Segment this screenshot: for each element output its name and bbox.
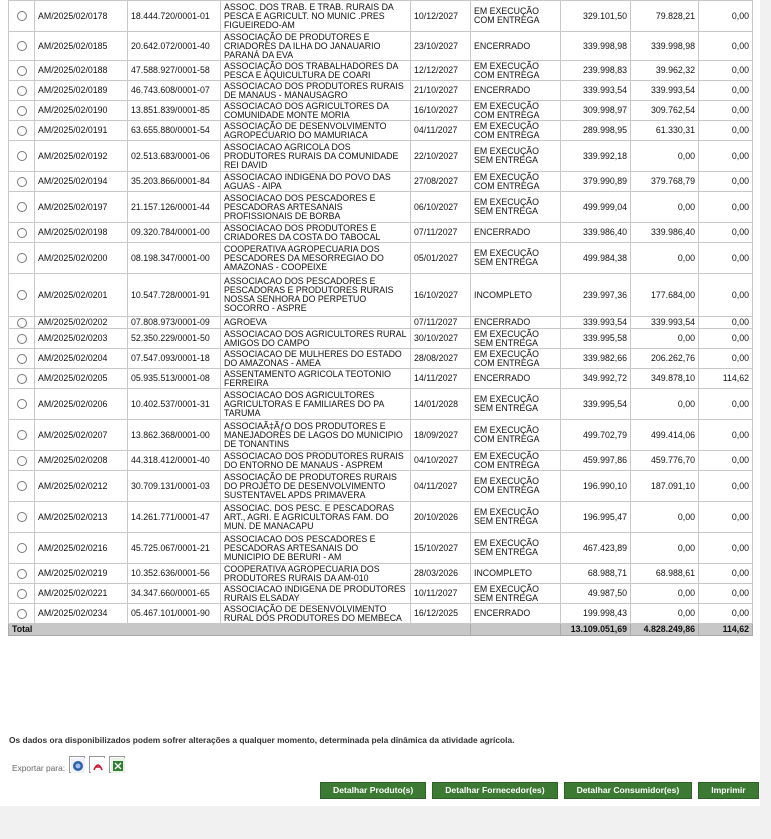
cell-value-paid: 339.993,54 [631,317,699,329]
cell-status: EM EXECUÇÃO COM ENTREGA [471,61,561,81]
cell-cnpj: 30.709.131/0001-03 [128,471,221,502]
cell-status: EM EXECUÇÃO SEM ENTREGA [471,141,561,172]
cell-entity-name: ASSOCIACAO INDIGENA DE PRODUTORES RURAIS ELSADAY [221,584,411,604]
cell-status: INCOMPLETO [471,274,561,317]
cell-value-paid: 0,00 [631,389,699,420]
cell-value-paid: 339.986,40 [631,223,699,243]
cell-project-code: AM/2025/02/0200 [35,243,128,274]
cell-value-balance: 0,00 [699,61,753,81]
cell-date: 16/12/2025 [411,604,471,624]
cell-cnpj: 52.350.229/0001-50 [128,329,221,349]
cell-project-code: AM/2025/02/0178 [35,1,128,32]
cell-value-balance: 0,00 [699,329,753,349]
table-row [9,533,753,564]
table-row [9,502,753,533]
cell-project-code: AM/2025/02/0201 [35,274,128,317]
cell-date: 05/01/2027 [411,243,471,274]
cell-status: INCOMPLETO [471,564,561,584]
cell-value-total: 339.995,54 [561,389,631,420]
cell-value-total: 339.986,40 [561,223,631,243]
cell-cnpj: 07.808.973/0001-09 [128,317,221,329]
cell-value-balance: 0,00 [699,584,753,604]
cell-status: EM EXECUÇÃO COM ENTREGA [471,101,561,121]
row-radio-button[interactable] [17,66,27,76]
cell-cnpj: 10.352.636/0001-56 [128,564,221,584]
cell-value-paid: 0,00 [631,604,699,624]
row-radio-button[interactable] [17,512,27,522]
table-row [9,192,753,223]
cell-value-total: 459.997,86 [561,451,631,471]
cell-value-paid: 339.993,54 [631,81,699,101]
cell-value-paid: 309.762,54 [631,101,699,121]
cell-value-total: 379.990,89 [561,172,631,192]
table-row [9,223,753,243]
cell-date: 16/10/2027 [411,274,471,317]
row-radio-button[interactable] [17,41,27,51]
cell-cnpj: 63.655.880/0001-54 [128,121,221,141]
row-radio-button[interactable] [17,354,27,364]
cell-project-code: AM/2025/02/0206 [35,389,128,420]
cell-date: 18/09/2027 [411,420,471,451]
cell-cnpj: 05.467.101/0001-90 [128,604,221,624]
cell-date: 14/11/2027 [411,369,471,389]
cell-cnpj: 21.157.126/0001-44 [128,192,221,223]
cell-entity-name: ASSOCIACAO DOS PESCADORES E PESCADORAS E PRODUTORES RURAIS NOSSA SENHORA DO PERPETUO SOCORRO - ASPRE [221,274,411,317]
cell-value-paid: 177.684,00 [631,274,699,317]
cell-value-total: 339.982,66 [561,349,631,369]
cell-value-balance: 0,00 [699,141,753,172]
cell-date: 10/12/2027 [411,1,471,32]
cell-status: EM EXECUÇÃO SEM ENTREGA [471,192,561,223]
cell-value-total: 239.997,36 [561,274,631,317]
row-select-cell [9,420,35,451]
row-select-cell [9,369,35,389]
cell-project-code: AM/2025/02/0190 [35,101,128,121]
cell-value-balance: 0,00 [699,192,753,223]
cell-cnpj: 35.203.866/0001-84 [128,172,221,192]
cell-value-total: 289.998,95 [561,121,631,141]
cell-value-paid: 39.962,32 [631,61,699,81]
cell-project-code: AM/2025/02/0192 [35,141,128,172]
cell-value-balance: 0,00 [699,172,753,192]
row-select-cell [9,349,35,369]
cell-value-balance: 0,00 [699,533,753,564]
cell-entity-name: ASSOCIACAO DOS PRODUTORES E CRIADORES DA COSTA DO TABOCAL [221,223,411,243]
cell-date: 28/03/2026 [411,564,471,584]
cell-value-total: 467.423,89 [561,533,631,564]
table-row [9,329,753,349]
cell-project-code: AM/2025/02/0212 [35,471,128,502]
cell-cnpj: 14.261.771/0001-47 [128,502,221,533]
row-radio-button[interactable] [17,456,27,466]
cell-project-code: AM/2025/02/0204 [35,349,128,369]
cell-value-paid: 0,00 [631,141,699,172]
row-select-cell [9,502,35,533]
table-row [9,101,753,121]
cell-value-total: 339.998,98 [561,32,631,61]
cell-date: 16/10/2027 [411,101,471,121]
table-row [9,32,753,61]
cell-value-paid: 187.091,10 [631,471,699,502]
row-radio-button[interactable] [17,126,27,136]
cell-entity-name: ASSOC. DOS TRAB. E TRAB. RURAIS DA PESCA E AGRICULT. NO MUNIC .PRES FIGUEIREDO-AM [221,1,411,32]
cell-date: 06/10/2027 [411,192,471,223]
cell-value-balance: 0,00 [699,1,753,32]
row-radio-button[interactable] [17,543,27,553]
table-row [9,389,753,420]
cell-value-balance: 0,00 [699,81,753,101]
cell-entity-name: ASSOCIACAO AGRICOLA DOS PRODUTORES RURAIS DA COMUNIDADE REI DAVID [221,141,411,172]
cell-project-code: AM/2025/02/0188 [35,61,128,81]
cell-project-code: AM/2025/02/0191 [35,121,128,141]
cell-status: ENCERRADO [471,369,561,389]
table-row [9,349,753,369]
cell-status: EM EXECUÇÃO SEM ENTREGA [471,243,561,274]
cell-value-paid: 0,00 [631,533,699,564]
cell-status: EM EXECUÇÃO COM ENTREGA [471,349,561,369]
cell-date: 15/10/2027 [411,533,471,564]
cell-value-balance: 0,00 [699,317,753,329]
cell-project-code: AM/2025/02/0185 [35,32,128,61]
cell-entity-name: ASSOCIAÃ‡ÃƒO DOS PRODUTORES E MANEJADORES DE LAGOS DO MUNICIPIO DE TONANTINS [221,420,411,451]
cell-status: ENCERRADO [471,317,561,329]
cell-date: 28/08/2027 [411,349,471,369]
cell-project-code: AM/2025/02/0234 [35,604,128,624]
table-row [9,604,753,624]
row-radio-button[interactable] [17,253,27,263]
pdf-export-icon[interactable] [89,756,105,773]
row-radio-button[interactable] [17,589,27,599]
cell-cnpj: 07.547.093/0001-18 [128,349,221,369]
row-select-cell [9,141,35,172]
detalhar-fornecedor-button[interactable]: Detalhar Fornecedor(es) [432,782,557,799]
cell-value-balance: 0,00 [699,420,753,451]
cell-value-balance: 0,00 [699,389,753,420]
cell-status: EM EXECUÇÃO SEM ENTREGA [471,533,561,564]
cell-project-code: AM/2025/02/0194 [35,172,128,192]
cell-entity-name: ASSOCIACAO DOS PRODUTORES RURAIS DO ENTORNO DE MANAUS - ASPREM [221,451,411,471]
cell-entity-name: ASSOCIACAO DOS PRODUTORES RURAIS DE MANAUS - MANAUSAGRO [221,81,411,101]
cell-entity-name: AGROEVA [221,317,411,329]
table-row [9,121,753,141]
disclaimer-text: Os dados ora disponibilizados podem sofrer alterações a qualquer momento, determinada pela dinâmica da atividade agrícola. [9,735,515,745]
row-select-cell [9,61,35,81]
cell-value-paid: 0,00 [631,502,699,533]
table-row [9,420,753,451]
table-row [9,274,753,317]
export-label: Exportar para: [12,763,66,773]
cell-value-paid: 349.878,10 [631,369,699,389]
total-spacer [471,624,561,636]
cell-cnpj: 45.725.067/0001-21 [128,533,221,564]
cell-date: 30/10/2027 [411,329,471,349]
cell-value-balance: 0,00 [699,451,753,471]
cell-entity-name: ASSOCIAÇÃO DOS TRABALHADORES DA PESCA E AQUICULTURA DE COARI [221,61,411,81]
cell-status: EM EXECUÇÃO COM ENTREGA [471,1,561,32]
cell-date: 07/11/2027 [411,317,471,329]
cell-status: EM EXECUÇÃO COM ENTREGA [471,471,561,502]
cell-value-total: 68.988,71 [561,564,631,584]
row-select-cell [9,329,35,349]
row-select-cell [9,317,35,329]
cell-status: EM EXECUÇÃO SEM ENTREGA [471,389,561,420]
results-table [8,0,753,636]
row-select-cell [9,471,35,502]
imprimir-button[interactable]: Imprimir [698,782,758,799]
row-radio-button[interactable] [17,290,27,300]
cell-status: EM EXECUÇÃO SEM ENTREGA [471,502,561,533]
row-select-cell [9,451,35,471]
row-radio-button[interactable] [17,399,27,409]
cell-project-code: AM/2025/02/0203 [35,329,128,349]
cell-value-total: 339.993,54 [561,81,631,101]
row-select-cell [9,389,35,420]
row-radio-button[interactable] [17,106,27,116]
cell-value-balance: 0,00 [699,604,753,624]
cell-cnpj: 13.862.368/0001-00 [128,420,221,451]
row-radio-button[interactable] [17,609,27,619]
table-row [9,81,753,101]
cell-cnpj: 05.935.513/0001-08 [128,369,221,389]
row-select-cell [9,32,35,61]
cell-cnpj: 13.851.839/0001-85 [128,101,221,121]
cell-cnpj: 46.743.608/0001-07 [128,81,221,101]
cell-cnpj: 10.547.728/0001-91 [128,274,221,317]
cell-cnpj: 02.513.683/0001-06 [128,141,221,172]
cell-entity-name: ASSOCIACAO DOS AGRICULTORES DA COMUNIDADE MONTE MORIA [221,101,411,121]
cell-entity-name: ASSOCIAÇÃO DE PRODUTORES RURAIS DO PROJETO DE DESENVOLVIMENTO SUSTENTAVEL APDS PRIMAVERA [221,471,411,502]
table-row [9,471,753,502]
cell-value-balance: 0,00 [699,243,753,274]
row-radio-button[interactable] [17,374,27,384]
row-select-cell [9,81,35,101]
cell-value-balance: 0,00 [699,349,753,369]
excel-export-icon[interactable] [109,756,125,773]
cell-value-total: 196.990,10 [561,471,631,502]
row-select-cell [9,172,35,192]
row-radio-button[interactable] [17,334,27,344]
cell-cnpj: 47.588.927/0001-58 [128,61,221,81]
cell-value-balance: 0,00 [699,121,753,141]
table-row [9,369,753,389]
cell-entity-name: ASSOCIACAO DOS AGRICULTORES AGRICULTORAS E FAMILIARES DO PA TARUMA [221,389,411,420]
row-radio-button[interactable] [17,151,27,161]
row-select-cell [9,274,35,317]
cell-date: 22/10/2027 [411,141,471,172]
cell-value-balance: 0,00 [699,502,753,533]
cell-value-balance: 0,00 [699,274,753,317]
cell-value-paid: 61.330,31 [631,121,699,141]
cell-value-total: 339.993,54 [561,317,631,329]
total-value-paid: 4.828.249,86 [631,624,699,636]
row-select-cell [9,564,35,584]
row-radio-button[interactable] [17,177,27,187]
cell-value-paid: 0,00 [631,329,699,349]
cell-project-code: AM/2025/02/0198 [35,223,128,243]
cell-project-code: AM/2025/02/0207 [35,420,128,451]
row-select-cell [9,243,35,274]
web-export-icon[interactable] [69,756,85,773]
cell-project-code: AM/2025/02/0213 [35,502,128,533]
cell-entity-name: ASSOCIACAO DOS PESCADORES E PESCADORAS ARTESANAIS DO MUNICIPIO DE BERURI - AM [221,533,411,564]
cell-value-paid: 459.776,70 [631,451,699,471]
row-select-cell [9,101,35,121]
cell-value-paid: 79.828,21 [631,1,699,32]
table-row [9,141,753,172]
cell-cnpj: 09.320.784/0001-00 [128,223,221,243]
detalhar-consumidor-button[interactable]: Detalhar Consumidor(es) [564,782,693,799]
cell-entity-name: COOPERATIVA AGROPECUARIA DOS PESCADORES DA MESORREGIAO DO AMAZONAS - COOPEIXE [221,243,411,274]
table-row [9,451,753,471]
row-select-cell [9,533,35,564]
cell-value-balance: 114,62 [699,369,753,389]
cell-value-total: 199.998,43 [561,604,631,624]
row-radio-button[interactable] [17,202,27,212]
cell-status: ENCERRADO [471,81,561,101]
total-value-total: 13.109.051,69 [561,624,631,636]
cell-value-paid: 68.988,61 [631,564,699,584]
cell-value-total: 499.999,04 [561,192,631,223]
cell-value-total: 49.987,50 [561,584,631,604]
cell-entity-name: ASSOCIAÇÃO DE PRODUTORES E CRIADORES DA ILHA DO JANAUARIO PARANÁ DA EVA [221,32,411,61]
cell-value-balance: 0,00 [699,564,753,584]
total-label: Total [9,624,471,636]
cell-date: 12/12/2027 [411,61,471,81]
cell-value-total: 499.984,38 [561,243,631,274]
cell-entity-name: COOPERATIVA AGROPECUARIA DOS PRODUTORES RURAIS DA AM-010 [221,564,411,584]
cell-project-code: AM/2025/02/0205 [35,369,128,389]
row-radio-button[interactable] [17,569,27,579]
cell-status: EM EXECUÇÃO SEM ENTREGA [471,329,561,349]
table-row [9,317,753,329]
cell-status: ENCERRADO [471,223,561,243]
cell-entity-name: ASSOCIACAO DOS PESCADORES E PESCADORAS ARTESANAIS PROFISSIONAIS DE BORBA [221,192,411,223]
cell-value-total: 339.992,18 [561,141,631,172]
cell-cnpj: 20.642.072/0001-40 [128,32,221,61]
cell-date: 14/01/2028 [411,389,471,420]
cell-project-code: AM/2025/02/0219 [35,564,128,584]
cell-value-total: 239.998,83 [561,61,631,81]
row-select-cell [9,192,35,223]
cell-date: 27/08/2027 [411,172,471,192]
cell-value-total: 309.998,97 [561,101,631,121]
cell-status: EM EXECUÇÃO COM ENTREGA [471,172,561,192]
row-select-cell [9,584,35,604]
cell-date: 23/10/2027 [411,32,471,61]
cell-cnpj: 10.402.537/0001-31 [128,389,221,420]
cell-entity-name: ASSOCIACAO INDIGENA DO POVO DAS AGUAS - AIPA [221,172,411,192]
cell-project-code: AM/2025/02/0208 [35,451,128,471]
cell-status: EM EXECUÇÃO COM ENTREGA [471,451,561,471]
export-bar [12,755,129,773]
cell-value-balance: 0,00 [699,223,753,243]
cell-value-paid: 0,00 [631,243,699,274]
row-select-cell [9,223,35,243]
cell-value-total: 196.995,47 [561,502,631,533]
row-radio-button[interactable] [17,481,27,491]
cell-date: 10/11/2027 [411,584,471,604]
cell-value-paid: 339.998,98 [631,32,699,61]
row-radio-button[interactable] [17,318,27,328]
cell-entity-name: ASSENTAMENTO AGRICOLA TEOTONIO FERREIRA [221,369,411,389]
table-row [9,61,753,81]
detalhar-produto-button[interactable]: Detalhar Produto(s) [320,782,426,799]
cell-value-paid: 0,00 [631,584,699,604]
table-row [9,243,753,274]
cell-cnpj: 08.198.347/0001-00 [128,243,221,274]
row-select-cell [9,604,35,624]
action-buttons [320,782,759,799]
row-select-cell [9,121,35,141]
row-radio-button[interactable] [17,11,27,21]
cell-date: 20/10/2026 [411,502,471,533]
cell-entity-name: ASSOCIAÇÃO DE DESENVOLVIMENTO AGROPECUARIO DO MAMURIACA [221,121,411,141]
cell-value-paid: 0,00 [631,192,699,223]
table-row [9,584,753,604]
cell-project-code: AM/2025/02/0216 [35,533,128,564]
cell-cnpj: 18.444.720/0001-01 [128,1,221,32]
table-row [9,564,753,584]
cell-date: 04/10/2027 [411,451,471,471]
cell-project-code: AM/2025/02/0202 [35,317,128,329]
total-row [9,624,753,636]
cell-value-paid: 379.768,79 [631,172,699,192]
cell-value-paid: 499.414,06 [631,420,699,451]
table-body [9,1,753,636]
cell-project-code: AM/2025/02/0197 [35,192,128,223]
cell-date: 04/11/2027 [411,121,471,141]
cell-value-balance: 0,00 [699,471,753,502]
cell-value-total: 499.702,79 [561,420,631,451]
row-select-cell [9,1,35,32]
cell-value-total: 349.992,72 [561,369,631,389]
cell-value-paid: 206.262,76 [631,349,699,369]
cell-entity-name: ASSOCIACAO DOS AGRICULTORES RURAL AMIGOS DO CAMPO [221,329,411,349]
cell-project-code: AM/2025/02/0221 [35,584,128,604]
cell-entity-name: ASSOCIAC. DOS PESC. E PESCADORAS ART., AGRI. E AGRICULTORAS FAM. DO MUN. DE MANACAPU [221,502,411,533]
cell-date: 04/11/2027 [411,471,471,502]
cell-value-balance: 0,00 [699,32,753,61]
cell-status: EM EXECUÇÃO COM ENTREGA [471,420,561,451]
cell-status: ENCERRADO [471,32,561,61]
row-radio-button[interactable] [17,86,27,96]
row-radio-button[interactable] [17,430,27,440]
cell-cnpj: 44.318.412/0001-40 [128,451,221,471]
cell-value-balance: 0,00 [699,101,753,121]
cell-entity-name: ASSOCIACAO DE MULHERES DO ESTADO DO AMAZONAS - AMEA [221,349,411,369]
cell-status: ENCERRADO [471,604,561,624]
table-row [9,172,753,192]
cell-value-total: 329.101,50 [561,1,631,32]
table-row [9,1,753,32]
cell-cnpj: 34.347.660/0001-65 [128,584,221,604]
cell-status: EM EXECUÇÃO SEM ENTREGA [471,584,561,604]
cell-date: 21/10/2027 [411,81,471,101]
cell-status: EM EXECUÇÃO COM ENTREGA [471,121,561,141]
cell-date: 07/11/2027 [411,223,471,243]
row-radio-button[interactable] [17,228,27,238]
cell-project-code: AM/2025/02/0189 [35,81,128,101]
total-value-balance: 114,62 [699,624,753,636]
cell-entity-name: ASSOCIAÇÃO DE DESENVOLVIMENTO RURAL DOS PRODUTORES DO MEMBECA [221,604,411,624]
cell-value-total: 339.995,58 [561,329,631,349]
